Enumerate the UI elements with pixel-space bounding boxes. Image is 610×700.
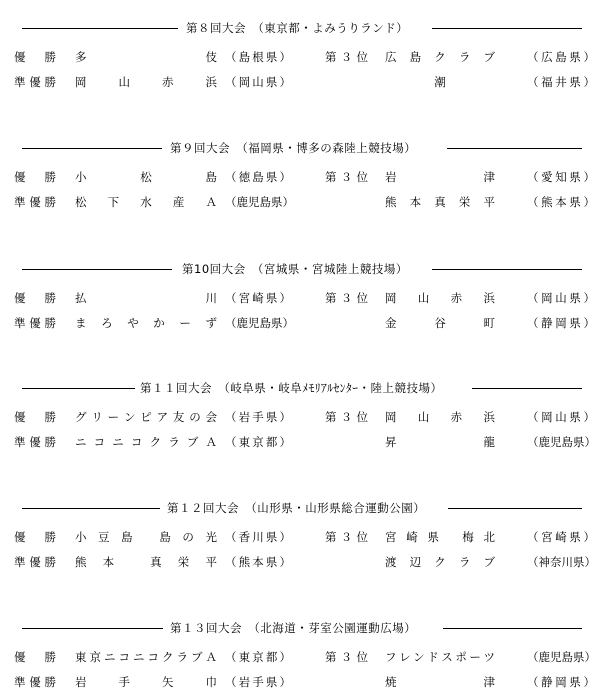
prefecture: （ 香 川 県 ） bbox=[225, 530, 291, 544]
header-rule-right bbox=[432, 28, 582, 29]
third-place-team: 宮 崎 県 梅 北 bbox=[385, 530, 495, 544]
header-rule-right bbox=[447, 148, 582, 149]
tournament-section bbox=[0, 140, 610, 220]
rank-label: 優 勝 bbox=[14, 410, 56, 424]
winner-row bbox=[0, 649, 610, 665]
header-rule-left bbox=[22, 508, 160, 509]
third-place-team: 焼 津 bbox=[385, 675, 495, 689]
tournament-header bbox=[0, 140, 610, 156]
third-place-prefecture: （ 鹿 児 島 県 ） bbox=[527, 435, 596, 449]
third-place-label: 第 ３ 位 bbox=[325, 410, 368, 424]
tournament-section bbox=[0, 620, 610, 700]
rank-label: 優 勝 bbox=[14, 50, 56, 64]
winner-row bbox=[0, 529, 610, 545]
team-name: ニ コ ニ コ ク ラ ブ Ａ bbox=[75, 435, 217, 449]
team-name: 東 京 ニ コ ニ コ ク ラ ブ Ａ bbox=[75, 650, 217, 664]
rank-label: 優 勝 bbox=[14, 291, 56, 305]
third-place-label: 第 ３ 位 bbox=[325, 530, 368, 544]
header-rule-left bbox=[22, 28, 178, 29]
prefecture: （ 鹿 児 島 県 ） bbox=[225, 316, 294, 330]
tournament-section bbox=[0, 261, 610, 341]
prefecture: （ 島 根 県 ） bbox=[225, 50, 291, 64]
team-name: 松 下 水 産 Ａ bbox=[75, 195, 217, 209]
third-place-prefecture: （ 愛 知 県 ） bbox=[527, 170, 595, 184]
third-place-prefecture: （ 静 岡 県 ） bbox=[527, 316, 595, 330]
runner-up-row bbox=[0, 74, 610, 90]
runner-up-row bbox=[0, 315, 610, 331]
team-name: 岡 山 赤 浜 bbox=[75, 75, 217, 89]
third-place-team: 金 谷 町 bbox=[385, 316, 495, 330]
team-name: ま ろ や か ー ず bbox=[75, 316, 217, 330]
tournament-section bbox=[0, 500, 610, 580]
header-rule-left bbox=[22, 269, 172, 270]
header-rule-right bbox=[443, 628, 582, 629]
header-rule-right bbox=[448, 508, 582, 509]
team-name: 小 松 島 bbox=[75, 170, 217, 184]
rank-label: 準 優 勝 bbox=[14, 316, 56, 330]
rank-label: 優 勝 bbox=[14, 170, 56, 184]
team-name: グ リ ー ン ピ ア 友 の 会 bbox=[75, 410, 217, 424]
third-place-prefecture: （ 熊 本 県 ） bbox=[527, 195, 595, 209]
header-rule-left bbox=[22, 148, 162, 149]
prefecture: （ 熊 本 県 ） bbox=[225, 555, 291, 569]
tournament-header bbox=[0, 500, 610, 516]
tournament-title: 第１３回大会 （北海道・芽室公園運動広場） bbox=[170, 621, 417, 635]
tournament-header bbox=[0, 261, 610, 277]
winner-row bbox=[0, 409, 610, 425]
runner-up-row bbox=[0, 554, 610, 570]
rank-label: 準 優 勝 bbox=[14, 675, 56, 689]
third-place-team: 昇 龍 bbox=[385, 435, 495, 449]
header-rule-right bbox=[472, 388, 582, 389]
rank-label: 優 勝 bbox=[14, 530, 56, 544]
third-place-prefecture: （ 広 島 県 ） bbox=[527, 50, 595, 64]
third-place-prefecture: （ 宮 崎 県 ） bbox=[527, 530, 595, 544]
header-rule-left bbox=[22, 388, 135, 389]
third-place-team: 岡 山 赤 浜 bbox=[385, 410, 495, 424]
tournament-header bbox=[0, 620, 610, 636]
tournament-title: 第１２回大会 （山形県・山形県総合運動公園） bbox=[167, 501, 426, 515]
third-place-team: 潮 bbox=[434, 75, 446, 89]
runner-up-row bbox=[0, 194, 610, 210]
third-place-team: 渡 辺 ク ラ ブ bbox=[385, 555, 495, 569]
third-place-team: 広 島 ク ラ ブ bbox=[385, 50, 495, 64]
rank-label: 優 勝 bbox=[14, 650, 56, 664]
third-place-prefecture: （ 岡 山 県 ） bbox=[527, 291, 595, 305]
tournament-title: 第１１回大会 （岐阜県・岐阜ﾒﾓﾘｱﾙｾﾝﾀｰ・陸上競技場） bbox=[140, 381, 443, 395]
team-name: 熊 本 真 栄 平 bbox=[75, 555, 217, 569]
third-place-team: 岡 山 赤 浜 bbox=[385, 291, 495, 305]
header-rule-right bbox=[432, 269, 582, 270]
prefecture: （ 岡 山 県 ） bbox=[225, 75, 291, 89]
prefecture: （ 東 京 都 ） bbox=[225, 650, 291, 664]
prefecture: （ 鹿 児 島 県 ） bbox=[225, 195, 294, 209]
tournament-title: 第８回大会 （東京都・よみうりランド） bbox=[186, 21, 409, 35]
winner-row bbox=[0, 169, 610, 185]
team-name: 岩 手 矢 巾 bbox=[75, 675, 217, 689]
tournament-header bbox=[0, 20, 610, 36]
third-place-label: 第 ３ 位 bbox=[325, 650, 368, 664]
third-place-label: 第 ３ 位 bbox=[325, 291, 368, 305]
prefecture: （ 徳 島 県 ） bbox=[225, 170, 291, 184]
rank-label: 準 優 勝 bbox=[14, 555, 56, 569]
prefecture: （ 岩 手 県 ） bbox=[225, 410, 291, 424]
header-rule-left bbox=[22, 628, 163, 629]
winner-row bbox=[0, 290, 610, 306]
third-place-prefecture: （ 神 奈 川 県 ） bbox=[527, 555, 596, 569]
prefecture: （ 東 京 都 ） bbox=[225, 435, 291, 449]
third-place-prefecture: （ 鹿 児 島 県 ） bbox=[527, 650, 596, 664]
rank-label: 準 優 勝 bbox=[14, 75, 56, 89]
third-place-label: 第 ３ 位 bbox=[325, 50, 368, 64]
tournament-title: 第10回大会 （宮城県・宮城陸上競技場） bbox=[182, 262, 408, 276]
team-name: 小 豆 島 島 の 光 bbox=[75, 530, 217, 544]
third-place-team: 岩 津 bbox=[385, 170, 495, 184]
third-place-label: 第 ３ 位 bbox=[325, 170, 368, 184]
team-name: 多 伎 bbox=[75, 50, 217, 64]
tournament-title: 第９回大会 （福岡県・博多の森陸上競技場） bbox=[170, 141, 417, 155]
tournament-section bbox=[0, 380, 610, 460]
runner-up-row bbox=[0, 674, 610, 690]
tournament-header bbox=[0, 380, 610, 396]
third-place-prefecture: （ 福 井 県 ） bbox=[527, 75, 595, 89]
prefecture: （ 宮 崎 県 ） bbox=[225, 291, 291, 305]
third-place-team: フ レ ン ド ス ポ ー ツ bbox=[385, 650, 495, 664]
rank-label: 準 優 勝 bbox=[14, 435, 56, 449]
prefecture: （ 岩 手 県 ） bbox=[225, 675, 291, 689]
third-place-team: 熊 本 真 栄 平 bbox=[385, 195, 495, 209]
third-place-prefecture: （ 岡 山 県 ） bbox=[527, 410, 595, 424]
third-place-prefecture: （ 静 岡 県 ） bbox=[527, 675, 595, 689]
runner-up-row bbox=[0, 434, 610, 450]
winner-row bbox=[0, 49, 610, 65]
tournament-section bbox=[0, 20, 610, 100]
team-name: 払 川 bbox=[75, 291, 217, 305]
rank-label: 準 優 勝 bbox=[14, 195, 56, 209]
